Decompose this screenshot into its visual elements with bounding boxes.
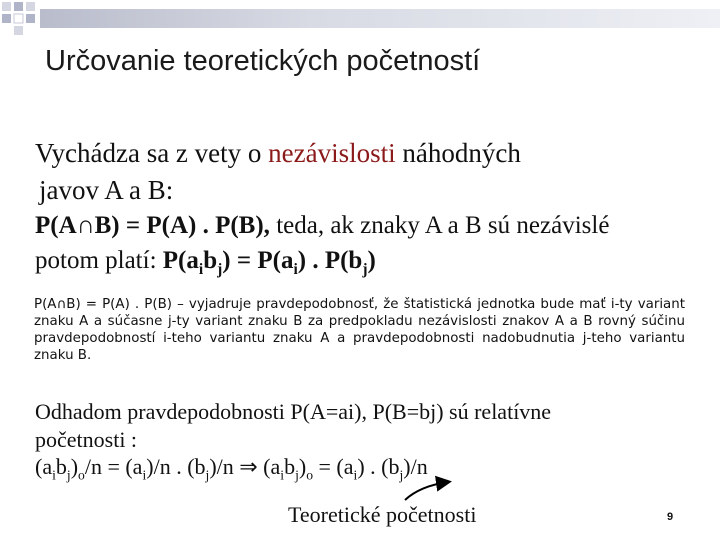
formula-line-2: potom platí: $P(a_ib_j) = P(a_i)$ . $P(b_j)$ xyxy=(35,247,376,278)
intro-line-2: javov A a B: xyxy=(39,175,174,205)
intro-line-1: Vychádza sa z vety o nezávislosti náhodných xyxy=(35,138,521,168)
formula-line-1: P(A∩B) = P(A) . P(B), teda, ak znaky A a B sú nezávislé xyxy=(35,212,610,239)
estimate-formula: $(a_ib_j)_o/n = (a_i)/n$ . $(b_j)/n$ ⇒ $(a_ib_j)_o = (a_i)$ . $(b_j)/n$ xyxy=(35,454,428,483)
page-number: 9 xyxy=(667,511,674,523)
explanation-paragraph: P(A∩B) = P(A) . P(B) – vyjadruje pravdepodobnosť, že štatistická jednotka bude mať i-ty variant znaku A a súčasne j-ty variant znaku B za predpokladu nezávislosti znakov A a B rovný súčinu pravdepodobností i-teho variantu znaku A a pravdepodobnosti nadobudnutia j-teho variantu znaku B. xyxy=(34,297,685,363)
theoretical-frequencies-label: Teoretické početnosti xyxy=(288,502,477,527)
slide-title: Určovanie teoretických početností xyxy=(45,45,481,77)
estimate-line-2: početnosti : xyxy=(35,427,138,452)
estimate-line-1: Odhadom pravdepodobnosti P(A=ai), P(B=bj) sú relatívne xyxy=(35,399,552,424)
highlight-term: nezávislosti xyxy=(268,138,396,168)
